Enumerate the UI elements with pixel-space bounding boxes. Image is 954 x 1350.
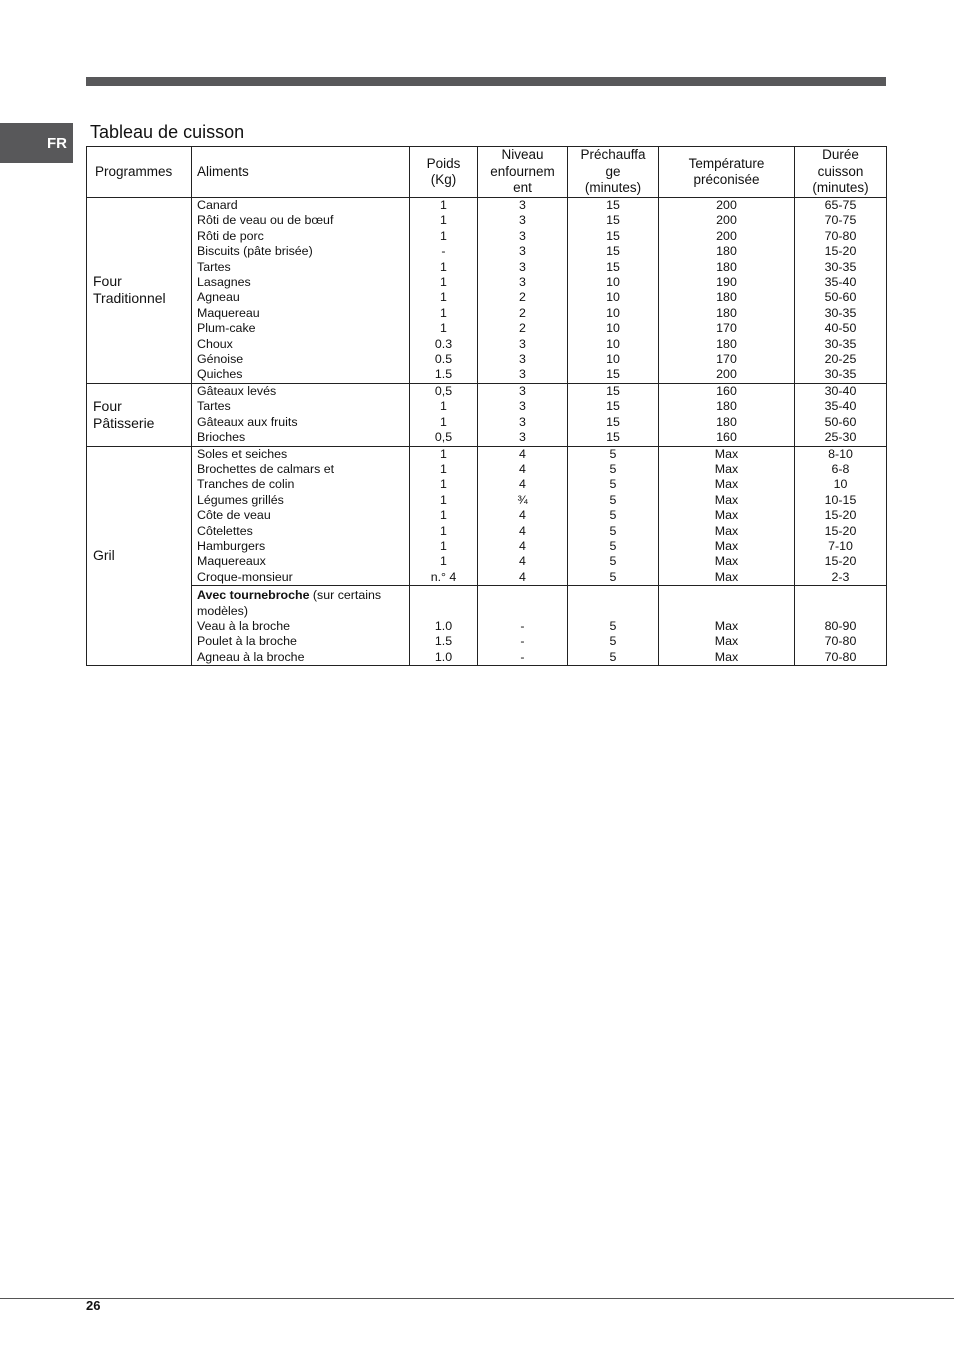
cell-line: 5: [609, 618, 617, 633]
cell-line: Max: [714, 461, 739, 476]
cell-line: 65-75: [824, 198, 857, 212]
cell-line: 1: [440, 538, 447, 553]
spit-title-rest: (sur certains: [309, 588, 382, 603]
cell-line: Brioches: [197, 430, 246, 445]
temperature-cell: [659, 198, 795, 384]
cell-line: Choux: [197, 336, 233, 351]
header-aliments: Aliments: [192, 147, 410, 198]
cell-line: Max: [714, 634, 739, 649]
cell-line: 5: [609, 538, 617, 553]
cell-line: 180: [716, 305, 737, 320]
cell-line: 180: [716, 290, 737, 305]
programme-cell: [87, 446, 192, 666]
aliments-cell: [192, 198, 410, 384]
temperature-cell: [659, 446, 795, 586]
top-rule: [86, 77, 886, 86]
header-duree-line: Durée: [822, 147, 859, 163]
cell-line: 10-15: [824, 492, 857, 507]
cell-line: 1: [440, 290, 447, 305]
header-poids-line: (Kg): [430, 172, 457, 187]
cell-line: 1: [440, 523, 447, 538]
cell-line: 2: [519, 321, 526, 336]
cell-line: 0,5: [434, 430, 453, 445]
cell-line: 4: [519, 477, 526, 492]
language-tab: FR: [0, 123, 73, 163]
cell-line: 200: [716, 228, 737, 243]
spit-poids-list: [410, 619, 477, 665]
cell-line: Hamburgers: [197, 538, 266, 553]
cell-line: 7-10: [828, 538, 853, 553]
cell-line: 1.5: [434, 367, 453, 382]
cooking-table: [86, 146, 887, 666]
cell-line: 3: [519, 383, 526, 398]
cell-line: 1: [440, 228, 447, 243]
cell-line: 15: [606, 213, 620, 228]
cell-line: 5: [609, 523, 617, 538]
cell-line: 180: [716, 399, 737, 414]
cell-line: 15: [606, 367, 620, 382]
cell-line: 3: [519, 244, 526, 259]
cell-line: 3: [519, 399, 526, 414]
cell-line: 3: [519, 259, 526, 274]
spit-prechauffage-list: [568, 619, 658, 665]
cell-line: 15-20: [824, 554, 857, 569]
cell-line: 200: [716, 213, 737, 228]
cell-line: Génoise: [197, 352, 244, 367]
cell-line: 160: [716, 383, 737, 398]
header-poids: [410, 147, 478, 198]
programme-label: Pâtisserie: [93, 414, 155, 431]
cell-line: 70-75: [824, 213, 857, 228]
cell-line: 3: [519, 336, 526, 351]
programme-cell: [87, 383, 192, 446]
header-niveau: [478, 147, 568, 198]
cell-line: Veau à la broche: [197, 618, 291, 633]
niveau-cell: [478, 383, 568, 446]
cell-line: 5: [609, 554, 617, 569]
cell-line: 15: [606, 228, 620, 243]
cell-line: 15-20: [824, 508, 857, 523]
cell-line: 2: [519, 290, 526, 305]
cell-line: 35-40: [824, 399, 857, 414]
cell-line: 0.5: [434, 352, 453, 367]
section-tournebroche: [87, 586, 887, 666]
cell-line: 1: [440, 213, 447, 228]
cell-line: 5: [609, 461, 617, 476]
cell-line: Max: [714, 508, 739, 523]
cell-line: 4: [519, 569, 526, 584]
programme-label: Gril: [93, 547, 115, 564]
cell-line: Max: [714, 618, 739, 633]
cell-line: 4: [519, 554, 526, 569]
cell-line: 1.0: [434, 618, 453, 633]
cell-line: 3: [519, 275, 526, 290]
cell-line: 15: [606, 259, 620, 274]
poids-cell: [410, 383, 478, 446]
cell-line: Canard: [197, 198, 238, 212]
programme-cell: [87, 198, 192, 384]
cell-line: 15: [606, 399, 620, 414]
cell-line: 180: [716, 414, 737, 429]
cell-line: 5: [609, 477, 617, 492]
cell-line: Côtelettes: [197, 523, 253, 538]
cell-line: 70-80: [824, 228, 857, 243]
poids-cell: [410, 446, 478, 586]
bottom-rule: [0, 1298, 954, 1299]
header-duree: [795, 147, 887, 198]
cell-line: Croque-monsieur: [197, 569, 293, 584]
cell-line: Plum-cake: [197, 321, 256, 336]
prechauffage-cell: [568, 383, 659, 446]
section-four-traditionnel: [87, 198, 887, 384]
cell-line: Soles et seiches: [197, 446, 288, 461]
cell-line: 4: [519, 446, 526, 461]
cell-line: 4: [519, 508, 526, 523]
section-gril: [87, 446, 887, 586]
cell-line: Tartes: [197, 259, 231, 274]
cell-line: 1.0: [434, 649, 453, 664]
cell-line: Maquereaux: [197, 554, 266, 569]
cell-line: 190: [716, 275, 737, 290]
spit-title-line2: modèles): [197, 603, 248, 618]
cell-line: 1: [440, 259, 447, 274]
spit-temperature-list: [659, 619, 794, 665]
cell-line: 5: [609, 492, 617, 507]
cell-line: 80-90: [824, 618, 857, 633]
cell-line: 10: [833, 477, 848, 492]
cell-line: 10: [606, 290, 620, 305]
cell-line: 70-80: [824, 649, 857, 664]
cell-line: 6-8: [831, 461, 850, 476]
cell-line: 3: [519, 367, 526, 382]
cell-line: 1: [440, 446, 447, 461]
cell-line: 1: [440, 399, 447, 414]
cell-line: Tranches de colin: [197, 477, 295, 492]
temperature-cell: [659, 586, 795, 666]
cell-line: 5: [609, 634, 617, 649]
cell-line: 180: [716, 259, 737, 274]
cell-line: n.° 4: [430, 569, 457, 584]
cell-line: Max: [714, 538, 739, 553]
cell-line: 10: [606, 305, 620, 320]
cell-line: 30-40: [824, 383, 857, 398]
cell-line: 3: [519, 430, 526, 445]
cell-line: Max: [714, 492, 739, 507]
cell-line: 70-80: [824, 634, 857, 649]
cell-line: 1: [440, 554, 447, 569]
cell-line: 15: [606, 383, 620, 398]
prechauffage-cell: [568, 446, 659, 586]
cell-line: -: [520, 618, 525, 633]
cell-line: Max: [714, 554, 739, 569]
cell-line: 4: [519, 538, 526, 553]
cell-line: 200: [716, 198, 737, 212]
cell-line: 40-50: [824, 321, 857, 336]
cell-line: 2: [519, 305, 526, 320]
cell-line: Côte de veau: [197, 508, 271, 523]
cell-line: Rôti de veau ou de bœuf: [197, 213, 334, 228]
cell-line: 200: [716, 367, 737, 382]
spit-aliments-list: [197, 619, 409, 665]
niveau-cell: [478, 446, 568, 586]
niveau-cell: [478, 198, 568, 384]
cell-line: -: [441, 244, 446, 259]
cell-line: 1: [440, 477, 447, 492]
header-poids-line: Poids: [426, 155, 461, 171]
cell-line: 2-3: [831, 569, 850, 584]
cell-line: Gâteaux levés: [197, 383, 277, 398]
page-number: 26: [86, 1298, 101, 1313]
page-title: Tableau de cuisson: [90, 122, 245, 142]
header-prechauffage: [568, 147, 659, 198]
cell-line: 4: [519, 461, 526, 476]
header-duree-line: cuisson: [817, 163, 864, 179]
header-temperature-line: Température: [688, 155, 765, 171]
cell-line: 10: [606, 321, 620, 336]
cell-line: 15: [606, 198, 620, 212]
cell-line: 1: [440, 414, 447, 429]
prechauffage-cell: [568, 586, 659, 666]
cell-line: Max: [714, 446, 739, 461]
cell-line: ¾: [517, 492, 528, 507]
cell-line: 5: [609, 508, 617, 523]
spit-duree-list: [795, 619, 886, 665]
cell-line: 15-20: [824, 244, 857, 259]
cell-line: 50-60: [824, 414, 857, 429]
header-niveau-line: ent: [513, 180, 532, 196]
cell-line: Quiches: [197, 367, 243, 382]
cell-line: 30-35: [824, 259, 857, 274]
cell-line: -: [520, 634, 525, 649]
programme-label: Four: [93, 397, 122, 414]
cell-line: Poulet à la broche: [197, 634, 297, 649]
cell-line: 1: [440, 508, 447, 523]
cell-line: Max: [714, 649, 739, 664]
aliments-cell: [192, 383, 410, 446]
cell-line: Lasagnes: [197, 275, 251, 290]
cell-line: 50-60: [824, 290, 857, 305]
prechauffage-cell: [568, 198, 659, 384]
cell-line: 3: [519, 414, 526, 429]
cell-line: 4: [519, 523, 526, 538]
cell-line: Max: [714, 477, 739, 492]
cell-line: 30-35: [824, 336, 857, 351]
duree-cell: [795, 198, 887, 384]
cell-line: 10: [606, 352, 620, 367]
header-niveau-line: Niveau: [501, 147, 544, 163]
header-programmes: Programmes: [87, 147, 192, 198]
cell-line: 10: [606, 336, 620, 351]
header-prechauffage-line: ge: [605, 163, 621, 179]
spit-niveau-list: [478, 619, 567, 665]
cell-line: 180: [716, 244, 737, 259]
cell-line: 0,5: [434, 383, 453, 398]
cell-line: 3: [519, 213, 526, 228]
temperature-cell: [659, 383, 795, 446]
header-temperature: [659, 147, 795, 198]
header-prechauffage-line: Préchauffa: [580, 147, 646, 163]
cell-line: 15: [606, 430, 620, 445]
cell-line: 15-20: [824, 523, 857, 538]
cell-line: 160: [716, 430, 737, 445]
duree-cell: [795, 586, 887, 666]
aliments-cell: [192, 446, 410, 586]
aliments-cell: [192, 586, 410, 666]
cell-line: 1: [440, 321, 447, 336]
header-prechauffage-line: (minutes): [584, 180, 642, 196]
cell-line: 5: [609, 446, 617, 461]
cell-line: Agneau à la broche: [197, 649, 305, 664]
duree-cell: [795, 446, 887, 586]
cell-line: Rôti de porc: [197, 228, 264, 243]
section-four-patisserie: [87, 383, 887, 446]
cell-line: 170: [716, 352, 737, 367]
cell-line: 1: [440, 305, 447, 320]
cell-line: 15: [606, 244, 620, 259]
cell-line: Tartes: [197, 399, 231, 414]
cell-line: 25-30: [824, 430, 857, 445]
cell-line: Gâteaux aux fruits: [197, 414, 298, 429]
header-temperature-line: préconisée: [693, 172, 760, 187]
cell-line: 0.3: [434, 336, 453, 351]
cell-line: 3: [519, 228, 526, 243]
cell-line: 30-35: [824, 305, 857, 320]
cell-line: 35-40: [824, 275, 857, 290]
header-duree-line: (minutes): [812, 180, 869, 196]
header-niveau-line: enfournem: [490, 163, 555, 179]
cell-line: Agneau: [197, 290, 240, 305]
poids-cell: [410, 586, 478, 666]
cell-line: Légumes grillés: [197, 492, 284, 507]
cell-line: 15: [606, 414, 620, 429]
cell-line: Max: [714, 523, 739, 538]
cell-line: Maquereau: [197, 305, 260, 320]
cell-line: 8-10: [828, 446, 853, 461]
cell-line: 5: [609, 649, 617, 664]
cell-line: 170: [716, 321, 737, 336]
cell-line: 5: [609, 569, 617, 584]
spit-title: [197, 588, 409, 603]
cell-line: 1: [440, 275, 447, 290]
cell-line: Brochettes de calmars et: [197, 461, 335, 476]
cell-line: Biscuits (pâte brisée): [197, 244, 313, 259]
cell-line: 3: [519, 352, 526, 367]
spit-title-bold: Avec tournebroche: [197, 588, 310, 603]
cell-line: 1.5: [434, 634, 453, 649]
programme-label: Traditionnel: [93, 290, 166, 307]
cell-line: 180: [716, 336, 737, 351]
niveau-cell: [478, 586, 568, 666]
cell-line: 3: [519, 198, 526, 212]
poids-cell: [410, 198, 478, 384]
cell-line: 1: [440, 492, 447, 507]
cell-line: 10: [606, 275, 620, 290]
duree-cell: [795, 383, 887, 446]
cell-line: 1: [440, 198, 447, 212]
programme-label: Four: [93, 273, 122, 290]
cell-line: Max: [714, 569, 739, 584]
table-header-row: [87, 147, 887, 198]
cell-line: -: [520, 649, 525, 664]
cell-line: 30-35: [824, 367, 857, 382]
cell-line: 20-25: [824, 352, 857, 367]
cell-line: 1: [440, 461, 447, 476]
